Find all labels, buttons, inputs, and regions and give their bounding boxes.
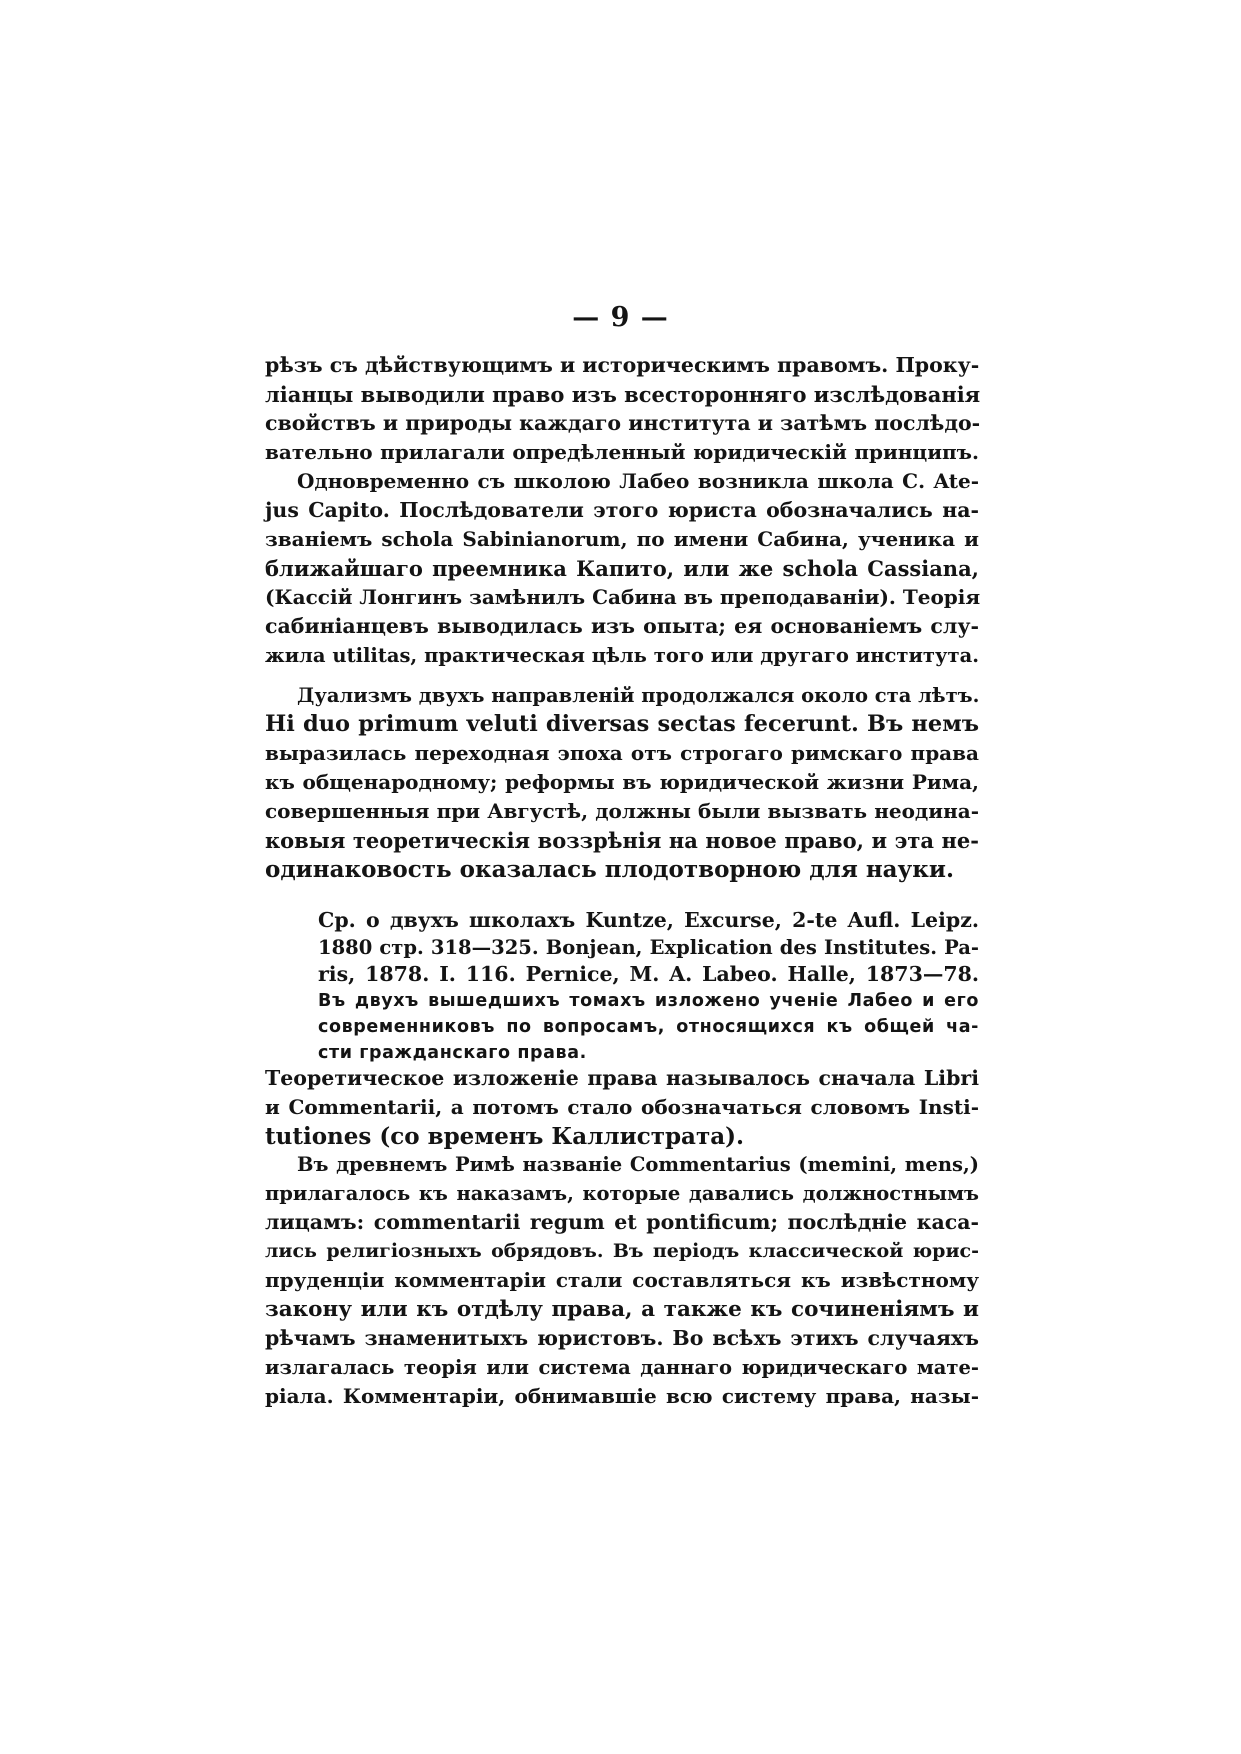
text-line: лицамъ: commentarii regum et pontificum; послѣдніе каса- <box>265 1210 979 1234</box>
text-line: ліанцы выводили право изъ всесторонняго изслѣдованія <box>265 382 981 407</box>
paragraph-prokulians <box>265 351 979 467</box>
text-line: сабиніанцевъ выводилась изъ опыта; ея основаніемъ слу- <box>265 614 979 638</box>
paragraph-commentarius <box>265 1150 979 1411</box>
text-line: Дуализмъ двухъ направленій продолжался около ста лѣтъ. <box>297 684 980 707</box>
note-line: современниковъ по вопросамъ, относящихся къ общей ча- <box>318 1017 979 1037</box>
paragraph-theoretical-exposition <box>265 1064 979 1151</box>
text-line: выразилась переходная эпоха отъ строгаго римскаго права <box>265 741 979 765</box>
text-line: одинаковость оказалась плодотворною для науки. <box>265 856 954 883</box>
text-line: совершенныя при Августѣ, должны были вызвать неодина- <box>265 799 979 823</box>
text-line: Одновременно съ школою Лабео возникла школа С. Ate- <box>297 469 979 493</box>
text-line: званіемъ schola Sabinianorum, по имени Сабина, ученика и <box>265 527 979 551</box>
note-line: ris, 1878. I. 116. Pernice, M. A. Labeo. Halle, 1873—78. <box>318 962 979 986</box>
note-line: 1880 стр. 318—325. Bonjean, Explication des Institutes. Pa- <box>318 936 979 959</box>
text-line: tutiones (со временъ Каллистрата). <box>265 1123 744 1150</box>
page-number: — 9 — <box>572 302 669 333</box>
text-line: пруденціи комментаріи стали составляться къ извѣстному <box>265 1268 979 1292</box>
text-line: лись религіозныхъ обрядовъ. Въ періодъ классической юрис- <box>265 1240 979 1262</box>
text-line: (Кассій Лонгинъ замѣнилъ Сабина въ преподаваніи). Теорія <box>265 585 981 609</box>
text-line: Въ древнемъ Римѣ названіе Commentarius (memini, mens,) <box>297 1153 979 1176</box>
text-line: Теоретическое изложеніе права называлось сначала Libri <box>265 1066 979 1090</box>
text-line: рѣзъ съ дѣйствующимъ и историческимъ правомъ. Проку- <box>265 353 980 377</box>
text-line: Hi duo primum veluti diversas sectas fecerunt. Въ немъ <box>265 711 979 737</box>
text-line: излагалась теорія или система даннаго юридическаго мате- <box>265 1356 979 1379</box>
text-line: закону или къ отдѣлу права, а также къ сочиненіямъ и <box>265 1297 979 1322</box>
text-line: къ общенародному; реформы въ юридической жизни Рима, <box>265 770 979 794</box>
text-line: жила utilitas, практическая цѣль того или другаго института. <box>265 644 979 667</box>
paragraph-sabinians <box>265 467 979 670</box>
text-line: вательно прилагали опредѣленный юридическій принципъ. <box>265 440 979 464</box>
text-line: рѣчамъ знаменитыхъ юристовъ. Во всѣхъ этихъ случаяхъ <box>265 1326 979 1350</box>
text-line: свойствъ и природы каждаго института и затѣмъ послѣдо- <box>265 411 981 435</box>
footnote-block <box>318 907 979 1066</box>
text-line: ріала. Комментаріи, обнимавшіе всю систему права, назы- <box>265 1384 979 1408</box>
note-line: Въ двухъ вышедшихъ томахъ изложено ученіе Лабео и его <box>318 991 979 1011</box>
note-line: сти гражданскаго права. <box>318 1043 587 1063</box>
text-line: ковыя теоретическія воззрѣнія на новое право, и эта не- <box>265 828 979 853</box>
note-line: Ср. о двухъ школахъ Kuntze, Excurse, 2-te Aufl. Leipz. <box>318 908 979 932</box>
text-line: ближайшаго преемника Капито, или же schola Cassiana, <box>265 556 979 581</box>
text-line: прилагалось къ наказамъ, которые давались должностнымъ <box>265 1182 979 1205</box>
text-line: jus Capito. Послѣдователи этого юриста обозначались на- <box>265 498 979 522</box>
paragraph-dualism <box>265 681 979 884</box>
text-line: и Commentarii, а потомъ стало обозначаться словомъ Insti- <box>265 1095 979 1119</box>
